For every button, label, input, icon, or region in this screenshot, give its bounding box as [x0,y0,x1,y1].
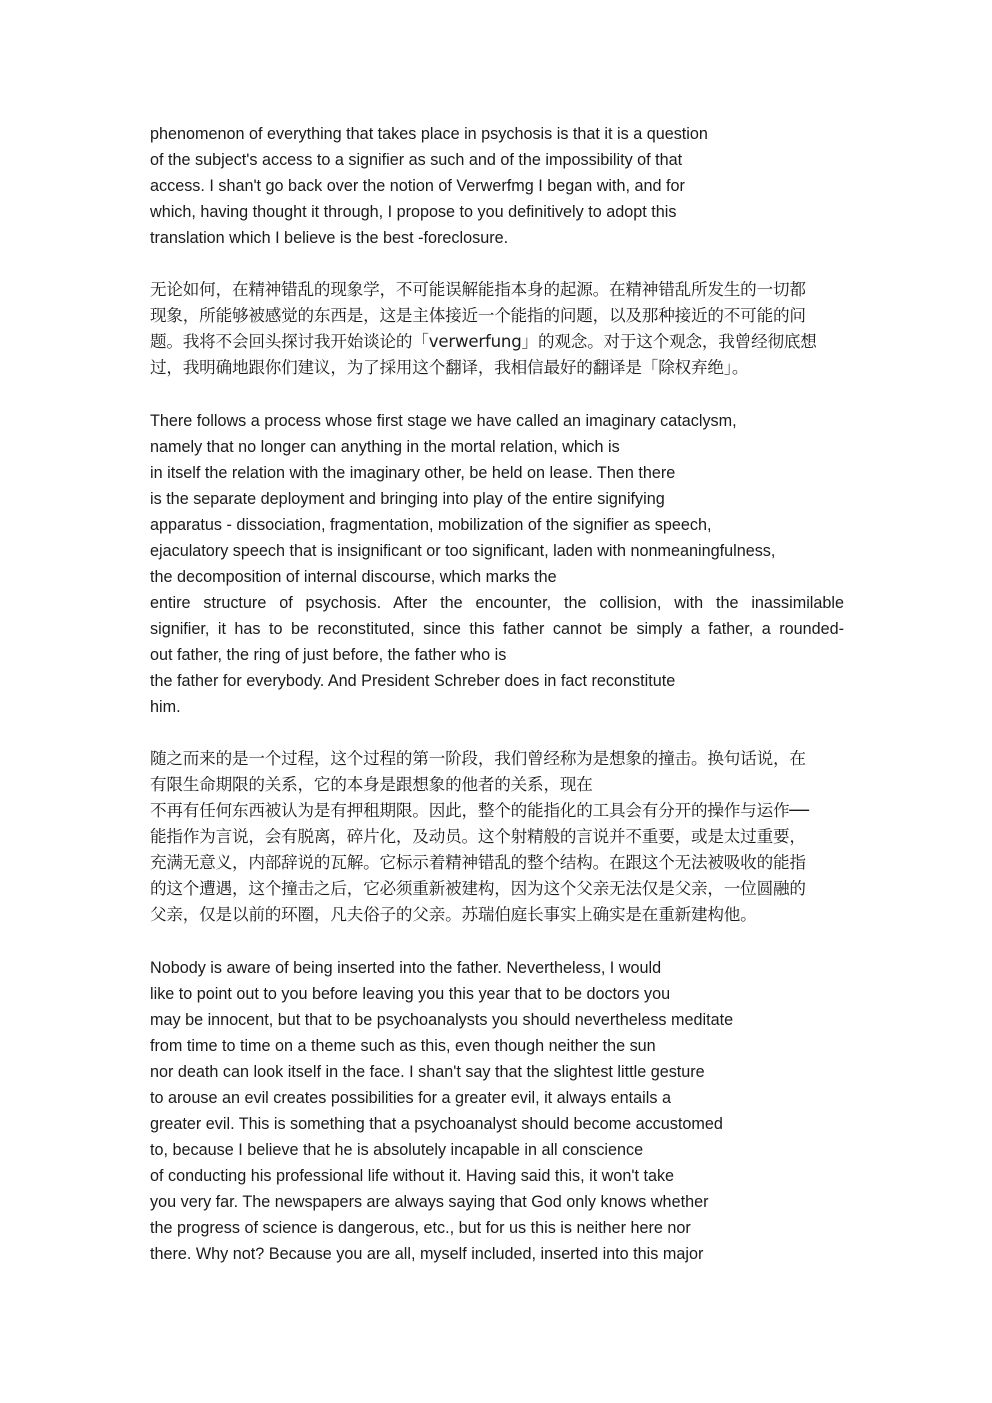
text-line: you very far. The newspapers are always saying that God only knows whether [150,1193,709,1211]
text-line: 的这个遭遇，这个撞击之后，它必须重新被建构，因为这个父亲无法仅是父亲，一位圆融的 [150,879,806,898]
paragraph-chinese-2 [150,746,844,928]
paragraph-gap [150,251,844,277]
text-line: 随之而来的是一个过程，这个过程的第一阶段，我们曾经称为是想象的撞击。换句话说，在 [150,749,806,768]
text-line: may be innocent, but that to be psychoanalysts you should nevertheless meditate [150,1011,734,1029]
paragraph-gap [150,928,844,955]
text-line: 充满无意义，内部辞说的瓦解。它标示着精神错乱的整个结构。在跟这个无法被吸收的能指 [150,853,806,872]
paragraph-chinese-1 [150,277,844,381]
paragraph-english-2 [150,408,844,720]
text-line: from time to time on a theme such as this, even though neither the sun [150,1037,656,1055]
paragraph-english-1 [150,121,844,251]
text-line: translation which I believe is the best -foreclosure. [150,229,509,247]
text-line: nor death can look itself in the face. I shan't say that the slightest little gesture [150,1063,705,1081]
text-line: apparatus - dissociation, fragmentation, mobilization of the signifier as speech, [150,516,712,534]
text-line: greater evil. This is something that a psychoanalyst should become accustomed [150,1115,723,1133]
text-line: entire structure of psychosis. After the encounter, the collision, with the inassimilable [150,594,844,612]
text-line: the father for everybody. And President Schreber does in fact reconstitute [150,672,676,690]
text-line: Nobody is aware of being inserted into the father. Nevertheless, I would [150,959,662,977]
text-line: out father, the ring of just before, the father who is [150,646,507,664]
text-line: 现象，所能够被感觉的东西是，这是主体接近一个能指的问题，以及那种接近的不可能的问 [150,306,806,325]
text-line: access. I shan't go back over the notion of Verwerfmg I began with, and for [150,177,685,195]
text-line: there. Why not? Because you are all, myself included, inserted into this major [150,1245,704,1263]
paragraph-english-3 [150,955,844,1267]
text-line: to arouse an evil creates possibilities for a greater evil, it always entails a [150,1089,671,1107]
text-line: 有限生命期限的关系，它的本身是跟想象的他者的关系，现在 [150,775,593,794]
text-line: 不再有任何东西被认为是有押租期限。因此，整个的能指化的工具会有分开的操作与运作── [150,801,809,820]
text-line: ejaculatory speech that is insignificant or too significant, laden with nonmeaningfulness, [150,542,776,560]
paragraph-gap [150,720,844,746]
text-line: 无论如何，在精神错乱的现象学，不可能误解能指本身的起源。在精神错乱所发生的一切都 [150,280,806,299]
text-line: which, having thought it through, I propose to you definitively to adopt this [150,203,677,221]
text-line: 父亲，仅是以前的环圈，凡夫俗子的父亲。苏瑞伯庭长事实上确实是在重新建构他。 [150,905,757,924]
text-line: to, because I believe that he is absolutely incapable in all conscience [150,1141,644,1159]
text-line: namely that no longer can anything in the mortal relation, which is [150,438,620,456]
text-line: 题。我将不会回头探讨我开始谈论的「verwerfung」的观念。对于这个观念，我曾经彻底想 [150,332,817,351]
text-line: the decomposition of internal discourse, which marks the [150,568,557,586]
text-line: like to point out to you before leaving you this year that to be doctors you [150,985,671,1003]
document-page [150,121,844,1267]
text-line: is the separate deployment and bringing into play of the entire signifying [150,490,665,508]
text-line: him. [150,698,181,716]
text-line: of the subject's access to a signifier as such and of the impossibility of that [150,151,683,169]
text-line: signifier, it has to be reconstituted, since this father cannot be simply a father, a rounded- [150,620,844,638]
text-line: 过，我明确地跟你们建议，为了採用这个翻译，我相信最好的翻译是「除权弃绝」。 [150,358,749,377]
text-line: the progress of science is dangerous, etc., but for us this is neither here nor [150,1219,691,1237]
text-line: of conducting his professional life without it. Having said this, it won't take [150,1167,675,1185]
paragraph-gap [150,381,844,408]
text-line: in itself the relation with the imaginary other, be held on lease. Then there [150,464,676,482]
text-line: There follows a process whose first stage we have called an imaginary cataclysm, [150,412,737,430]
text-line: 能指作为言说，会有脱离，碎片化，及动员。这个射精般的言说并不重要，或是太过重要， [150,827,806,846]
text-line: phenomenon of everything that takes place in psychosis is that it is a question [150,125,708,143]
